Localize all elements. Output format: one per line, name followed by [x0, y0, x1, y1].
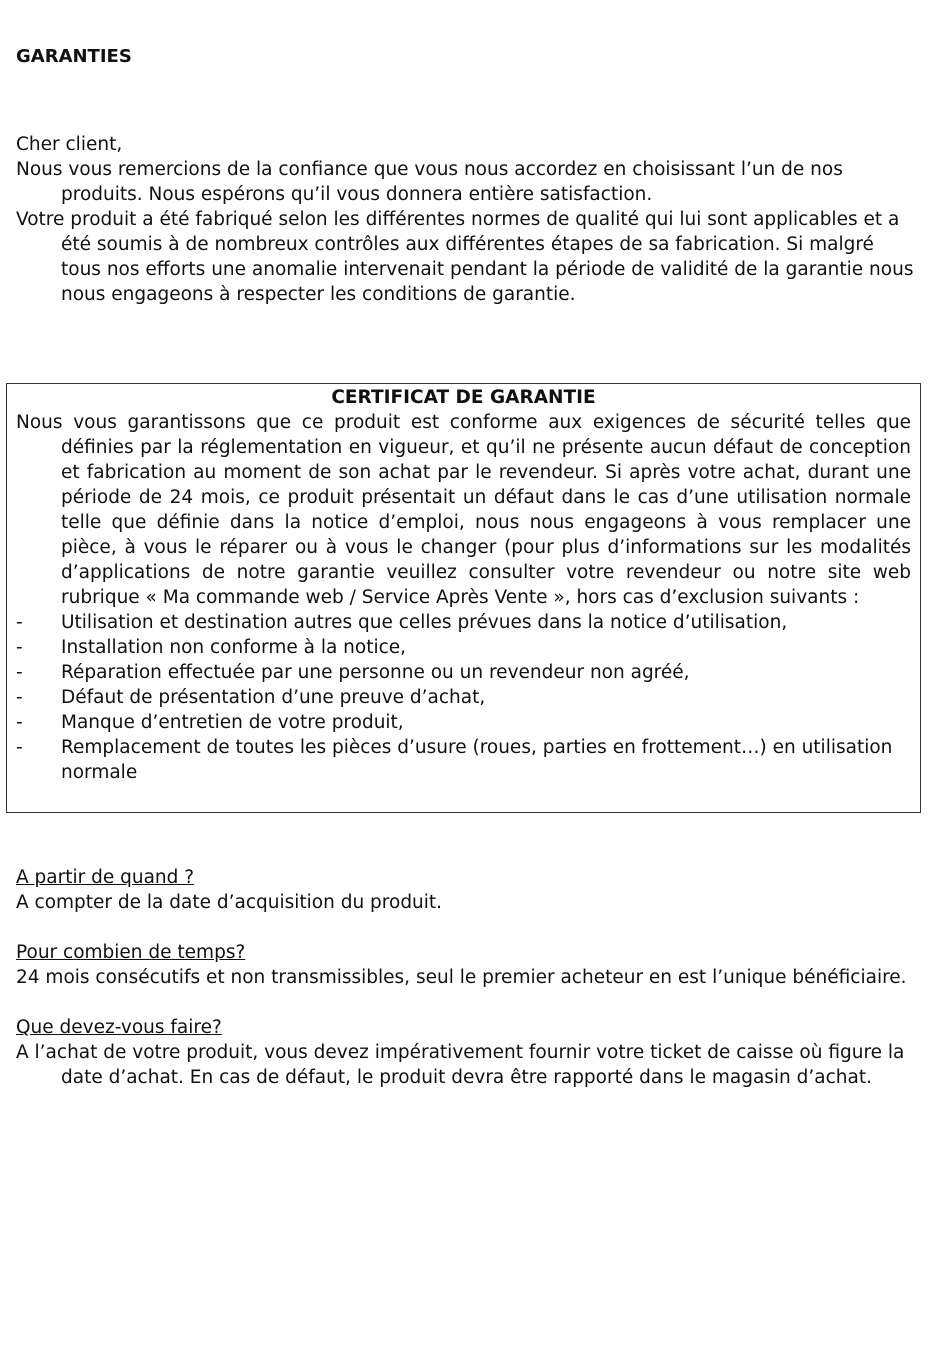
exclusion-text: Défaut de présentation d’une preuve d’achat,	[61, 687, 486, 708]
faq-question: A partir de quand ?	[16, 867, 195, 888]
warranty-certificate-box	[6, 383, 921, 813]
faq-item-procedure	[16, 1015, 916, 1090]
certificate-body: Nous vous garantissons que ce produit est conforme aux exigences de sécurité telles que définies par la réglementation en vigueur, et qu’il ne présente aucun défaut de conception et fabrication au moment de son achat par le revendeur. Si après votre achat, durant une période de 24 mois, ce produit présentait un défaut dans le cas d’une utilisation normale telle que définie dans la notice d’emploi, nous nous engageons à vous remplacer une pièce, à vous le réparer ou à vous le changer (pour plus d’informations sur les modalités d’applications de notre garantie veuillez consulter votre revendeur ou notre site web rubrique « Ma commande web / Service Après Vente », hors cas d’exclusion suivants :	[16, 412, 911, 608]
list-item	[16, 710, 911, 735]
list-item	[16, 660, 911, 685]
intro-paragraph-quality: Votre produit a été fabriqué selon les différentes normes de qualité qui lui sont applicables et a été soumis à de nombreux contrôles aux différentes étapes de sa fabrication. Si malgré tous nos efforts une anomalie intervenait pendant la période de validité de la garantie nous nous engageons à respecter les conditions de garantie.	[16, 209, 914, 305]
bullet-marker: -	[16, 687, 23, 708]
intro-paragraph-thanks: Nous vous remercions de la confiance que vous nous accordez en choisissant l’un de nos produits. Nous espérons qu’il vous donnera entière satisfaction.	[16, 159, 843, 205]
exclusion-text: Manque d’entretien de votre produit,	[61, 712, 404, 733]
list-item	[16, 610, 911, 635]
bullet-marker: -	[16, 637, 23, 658]
faq-question: Pour combien de temps?	[16, 942, 246, 963]
page-title: GARANTIES	[16, 46, 132, 67]
certificate-title: CERTIFICAT DE GARANTIE	[331, 387, 596, 408]
list-item	[16, 735, 911, 785]
exclusion-list	[16, 610, 911, 785]
list-item	[16, 635, 911, 660]
exclusion-text: Réparation effectuée par une personne ou un revendeur non agréé,	[61, 662, 690, 683]
exclusion-text: Remplacement de toutes les pièces d’usure (roues, parties en frottement…) en utilisation normale	[61, 737, 893, 783]
bullet-marker: -	[16, 612, 23, 633]
intro-section	[16, 132, 916, 307]
faq-item-duration	[16, 940, 916, 990]
bullet-marker: -	[16, 662, 23, 683]
faq-item-start	[16, 865, 916, 915]
faq-question: Que devez-vous faire?	[16, 1017, 222, 1038]
exclusion-text: Installation non conforme à la notice,	[61, 637, 407, 658]
bullet-marker: -	[16, 712, 23, 733]
list-item	[16, 685, 911, 710]
exclusion-text: Utilisation et destination autres que celles prévues dans la notice d’utilisation,	[61, 612, 788, 633]
faq-answer: A l’achat de votre produit, vous devez impérativement fournir votre ticket de caisse où figure la date d’achat. En cas de défaut, le produit devra être rapporté dans le magasin d’achat.	[16, 1042, 905, 1088]
faq-section	[16, 865, 916, 1115]
bullet-marker: -	[16, 737, 23, 758]
faq-answer: 24 mois consécutifs et non transmissibles, seul le premier acheteur en est l’unique bénéficiaire.	[16, 967, 907, 988]
faq-answer: A compter de la date d’acquisition du produit.	[16, 892, 443, 913]
salutation: Cher client,	[16, 134, 123, 155]
